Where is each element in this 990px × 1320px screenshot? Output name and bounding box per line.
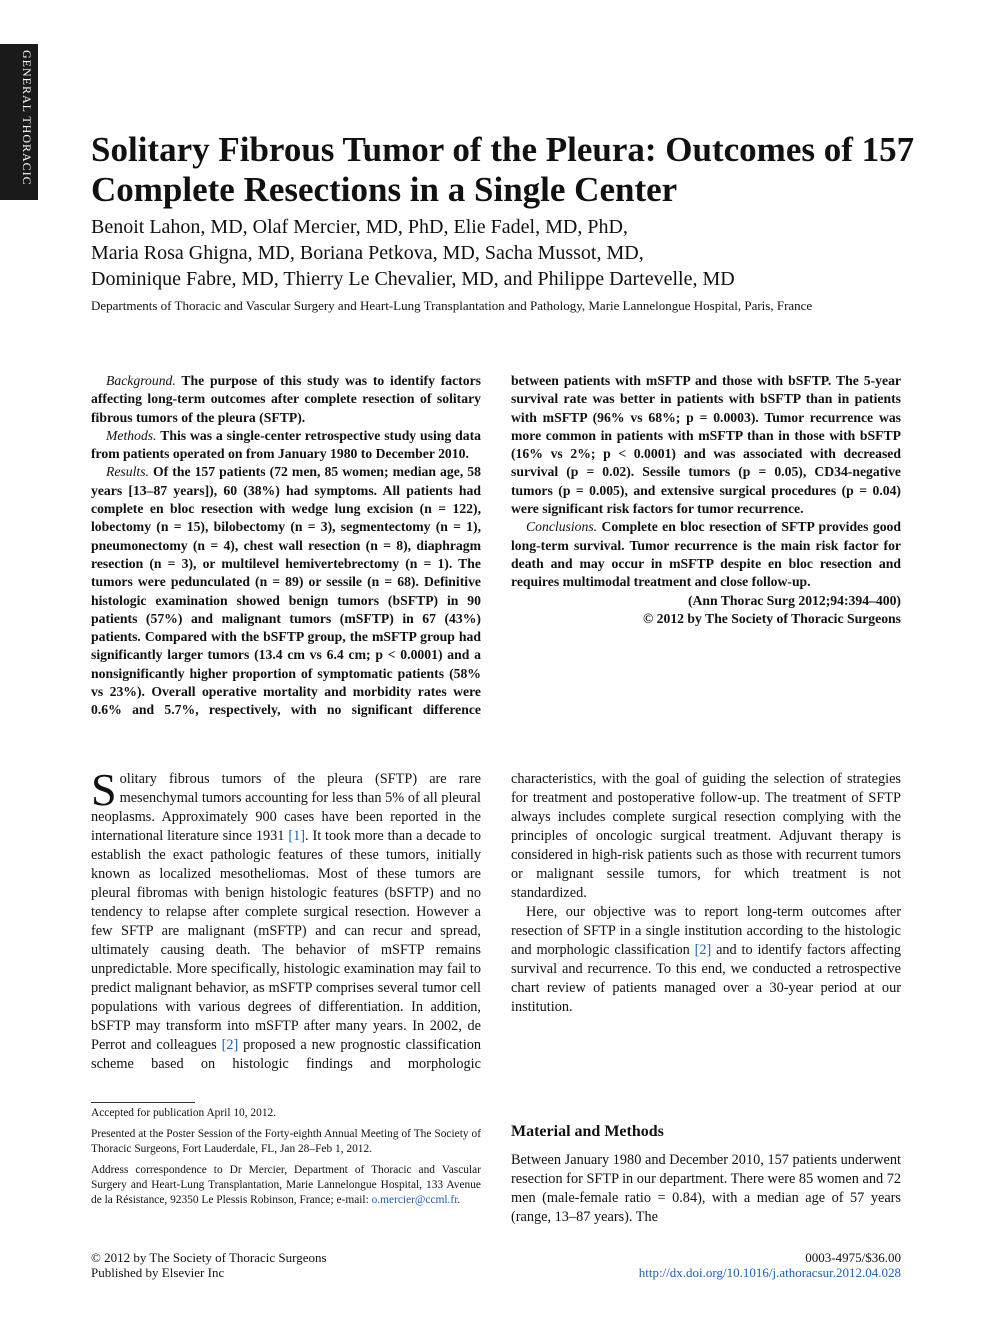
section-tab-label: GENERAL THORACIC <box>20 50 34 186</box>
abstract-background: Background. The purpose of this study was to identify factors affecting long-term outcomes after complete resection of solitary fibrous tumors of the pleura (SFTP). <box>91 373 481 425</box>
abstract <box>91 372 901 727</box>
abstract-results: Results. Of the 157 patients (72 men, 85 women; median age, 58 years [13–87 years]), 60 (38%) had symptoms. All patients had complete en bloc resection with wedge lung excision (n = 122), lobectomy (n = 15), bilobectomy (n = 3), segmentectomy (n = 1), pneumonectomy (n = 4), chest wall resection (n = 8), diaphragm resection (n = 3), or multilevel hemivertebrectomy (n = 1). The tumors were pedunculated (n = 89) or sessile (n = 68). Definitive histologic examination showed benign tumors (bSFTP) in 90 patients (57%) and malignant tumors (mSFTP) in 67 (43%) patients. Compared with the bSFTP group, the mSFTP group had significantly larger tumors (13.4 cm vs 6.4 cm; p < 0.0001) and a nonsignificantly higher proportion of symptomatic patients (58% vs 23%). Overall operative mortality and morbidity rates were 0.6% and 5.7%, respectively, with no significant difference between patients with mSFTP and those with bSFTP. The 5-year survival rate was better in patients with bSFTP than in patients with mSFTP (96% vs 68%; p = 0.0003). Tumor recurrence was more common in patients with mSFTP than in those with bSFTP (16% vs 2%; p < 0.0001) and was associated with decreased survival (p = 0.02). Sessile tumors (p = 0.05), CD34-negative tumors (p = 0.005), and extensive surgical procedures (p = 0.04) were significant risk factors for tumor recurrence. <box>91 373 901 718</box>
footer-left <box>91 1250 327 1280</box>
footer-copyright: © 2012 by The Society of Thoracic Surgeons <box>91 1250 327 1265</box>
reference-link[interactable]: [2] <box>694 942 712 958</box>
footer-right <box>639 1250 901 1280</box>
abstract-methods: Methods. This was a single-center retrospective study using data from patients operated on from January 1980 to December 2010. <box>91 427 481 462</box>
correspondence-note: Address correspondence to Dr Mercier, Department of Thoracic and Vascular Surgery and Heart-Lung Transplantation, Marie Lannelongue Hospital, 133 Avenue de la Résistance, 92350 Le Plessis Robinson, France; e-mail: o.mercier@ccml.fr. <box>91 1164 481 1206</box>
background-label: Background. <box>106 373 176 388</box>
methods-label: Methods. <box>106 427 157 443</box>
author-line: Benoit Lahon, MD, Olaf Mercier, MD, PhD, Elie Fadel, MD, PhD, <box>91 216 628 238</box>
journal-citation: (Ann Thorac Surg 2012;94:394–400) <box>687 592 901 608</box>
footnote-divider <box>91 1102 195 1103</box>
affiliation: Departments of Thoracic and Vascular Surgery and Heart-Lung Transplantation and Pathology, Marie Lannelongue Hospital, Paris, France <box>91 298 813 313</box>
doi-link[interactable]: http://dx.doi.org/10.1016/j.athoracsur.2012.04.028 <box>638 1265 901 1280</box>
reference-link[interactable]: [1] <box>288 828 305 844</box>
reference-link[interactable]: [2] <box>221 1037 239 1053</box>
section-heading-methods: Material and Methods <box>511 1123 664 1140</box>
conclusions-label: Conclusions. <box>526 519 598 535</box>
author-line: Maria Rosa Ghigna, MD, Boriana Petkova, MD, Sacha Mussot, MD, <box>91 242 644 264</box>
author-list <box>91 214 921 292</box>
abstract-copyright: © 2012 by The Society of Thoracic Surgeons <box>642 610 901 626</box>
footer-publisher: Published by Elsevier Inc <box>91 1265 225 1280</box>
email-link[interactable]: o.mercier@ccml.fr <box>371 1194 458 1206</box>
accepted-note: Accepted for publication April 10, 2012. <box>91 1107 277 1119</box>
results-label: Results. <box>106 464 149 480</box>
author-line: Dominique Fabre, MD, Thierry Le Chevalier, MD, and Philippe Dartevelle, MD <box>91 268 735 290</box>
objective-paragraph: Here, our objective was to report long-term outcomes after resection of SFTP in a single institution according to the histologic and morphologic classification [2] and to identify factors affecting survival and recurrence. To this end, we conducted a retrospective chart review of patients managed over a 30-year period at our institution. <box>511 904 901 1015</box>
drop-cap: S <box>91 764 117 815</box>
footnotes <box>91 1106 481 1214</box>
article-title: Solitary Fibrous Tumor of the Pleura: Outcomes of 157 Complete Resections in a Single Center <box>91 130 915 209</box>
intro-paragraph: Solitary fibrous tumors of the pleura (SFTP) are rare mesenchymal tumors accounting for less than 5% of all pleural neoplasms. Approximately 900 cases have been reported in the international literature since 1931 [1]. It took more than a decade to establish the exact pathologic features of these tumors, initially known as localized mesotheliomas. Most of these tumors are pleural fibromas with benign histologic features (bSFTP) and no tendency to relapse after complete surgical resection. However a few SFTP are malignant (mSFTP) and can recur and spread, ultimately causing death. The behavior of mSFTP remains unpredictable. More specifically, histologic examination may fail to predict malignant behavior, as mSFTP comprises several tumor cell populations with various degrees of differentiation. In addition, bSFTP may transform into mSFTP after many years. In 2002, de Perrot and colleagues [2] proposed a new prognostic classification scheme based on histologic findings and morphologic characteristics, with the goal of guiding the selection of strategies for treatment and postoperative follow-up. The treatment of SFTP always includes complete surgical resection complying with the principles of oncologic surgical treatment. Adjuvant therapy is considered in high-risk patients such as those with recurrent tumors or malignant sessile tumors, for which treatment is not standardized. <box>91 764 901 1072</box>
introduction <box>91 764 901 1090</box>
methods-paragraph: Between January 1980 and December 2010, 157 patients underwent resection for SFTP in our department. There were 85 women and 72 men (male-female ratio = 0.84), with a median age of 57 years (range, 13–87 years). The <box>511 1152 901 1225</box>
issn-price: 0003-4975/$36.00 <box>805 1250 901 1265</box>
section-tab <box>0 44 38 200</box>
presented-note: Presented at the Poster Session of the Forty-eighth Annual Meeting of The Society of Thoracic Surgeons, Fort Lauderdale, FL, Jan 28–Feb 1, 2012. <box>91 1128 481 1155</box>
abstract-conclusions: Conclusions. Complete en bloc resection of SFTP provides good long-term survival. Tumor recurrence is the main risk factor for death and may occur in mSFTP despite en bloc resection and requires multimodal treatment and close follow-up. <box>511 519 901 590</box>
